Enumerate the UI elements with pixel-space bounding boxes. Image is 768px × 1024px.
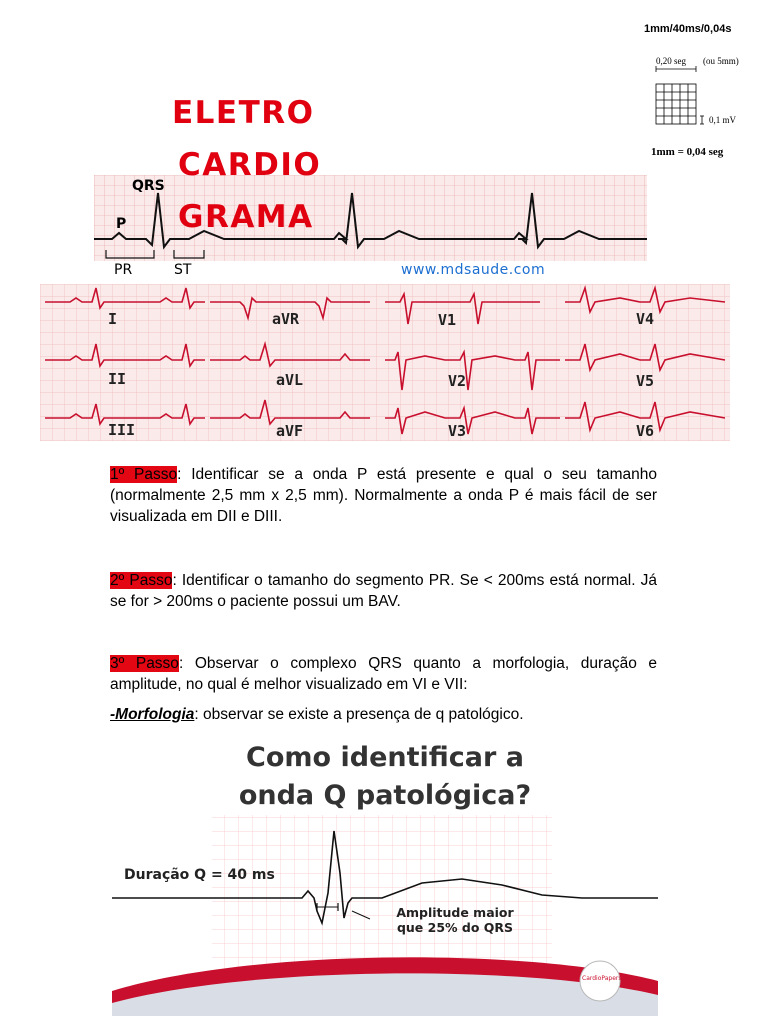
q-wave-title-line-2: onda Q patológica? [238, 780, 532, 811]
morfologia-text: : observar se existe a presença de q patológico. [194, 706, 524, 723]
q-amplitude-label [360, 905, 550, 935]
pr-interval-label: PR [114, 262, 133, 278]
lead-label-v5: V5 [636, 372, 655, 390]
cardiopapers-logo: CardioPapers [582, 975, 622, 982]
lead-label-avf: aVF [276, 422, 304, 440]
title-line-2: CARDIO [178, 147, 322, 183]
step-1-text: : Identificar se a onda P está presente e qual o seu tamanho (normalmente 2,5 mm x 2,5 mm). Normalmente a onda P é mais fácil de ser visualizada em DII e DIII. [110, 466, 657, 525]
q-wave-title-line-1: Como identificar a [246, 742, 524, 773]
step-2-paragraph [110, 570, 657, 612]
mm-equivalence: 1mm = 0,04 seg [651, 146, 724, 158]
lead-label-v3: V3 [448, 422, 467, 440]
step-2-label: 2º Passo [110, 572, 173, 589]
morfologia-label: -Morfologia [110, 706, 195, 723]
lead-label-v6: V6 [636, 422, 655, 440]
interval-brackets [104, 248, 224, 262]
step-1-paragraph [110, 464, 657, 527]
ecg-scale-grid-icon [652, 56, 762, 126]
st-segment-label: ST [174, 262, 192, 278]
lead-label-iii: III [108, 421, 136, 439]
step-1-label: 1º Passo [110, 466, 178, 483]
lead-label-avr: aVR [272, 310, 300, 328]
lead-label-i: I [108, 310, 118, 328]
title-line-1: ELETRO [172, 95, 315, 131]
lead-label-v4: V4 [636, 310, 655, 328]
title-line-3: GRAMA [178, 199, 314, 235]
q-wave-slide [112, 733, 658, 1016]
scale-time-label: 0,20 seg [656, 56, 686, 66]
twelve-lead-ecg [40, 284, 730, 441]
step-3-label: 3º Passo [110, 655, 179, 672]
morfologia-paragraph [110, 704, 657, 725]
q-amplitude-line-1: Amplitude maior [396, 905, 514, 920]
qrs-label: QRS [132, 178, 165, 194]
lead-label-v1: V1 [438, 311, 457, 329]
lead-label-v2: V2 [448, 372, 467, 390]
step-2-text: : Identificar o tamanho do segmento PR. Se < 200ms está normal. Já se for > 200ms o paciente possui um BAV. [110, 572, 657, 610]
p-wave-label: P [116, 216, 127, 232]
lead-label-avl: aVL [276, 371, 304, 389]
source-watermark: www.mdsaude.com [401, 262, 546, 278]
q-amplitude-line-2: que 25% do QRS [396, 920, 514, 935]
step-3-paragraph [110, 653, 657, 695]
step-3-text: : Observar o complexo QRS quanto a morfologia, duração e amplitude, no qual é melhor visualizado em VI e VII: [110, 655, 658, 693]
page-title [172, 95, 342, 235]
scale-amplitude-label: 0,1 mV [709, 115, 736, 125]
lead-label-ii: II [108, 370, 127, 388]
scale-alt-label: (ou 5mm) [703, 56, 739, 66]
q-duration-label: Duração Q = 40 ms [124, 867, 275, 883]
scale-note-top: 1mm/40ms/0,04s [644, 23, 732, 35]
